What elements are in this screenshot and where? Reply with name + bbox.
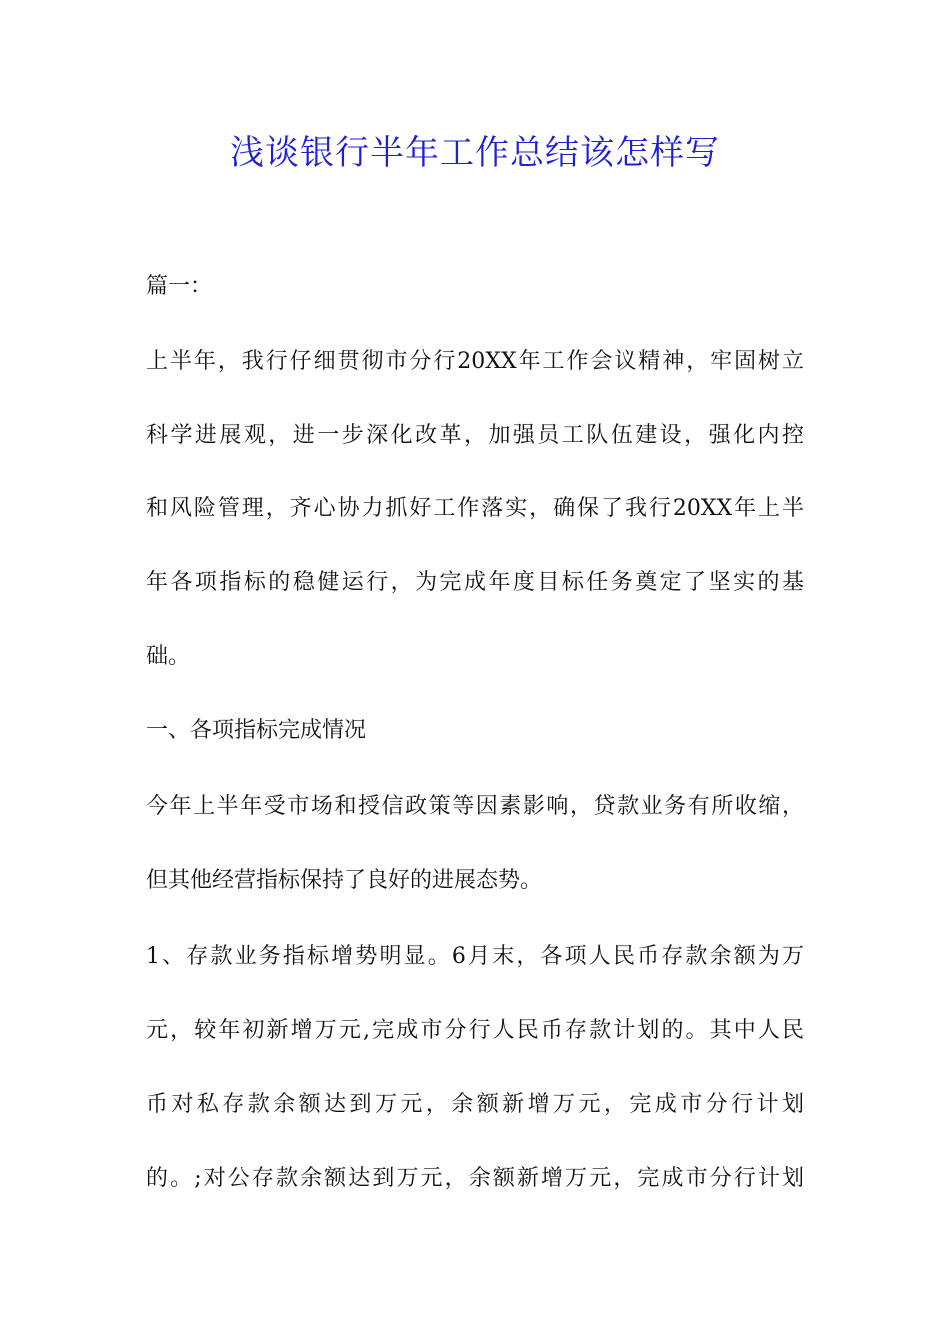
paragraph-line: 1、存款业务指标增势明显。6月末，各项人民币存款余额为万 (146, 944, 804, 969)
section-label: 篇一： (146, 274, 213, 299)
paragraph-line: 和风险管理，齐心协力抓好工作落实，确保了我行20XX年上半 (146, 496, 804, 521)
paragraph-line: 币对私存款余额达到万元，余额新增万元，完成市分行计划 (146, 1092, 804, 1117)
paragraph-line: 元，较年初新增万元,完成市分行人民币存款计划的。其中人民 (146, 1018, 804, 1043)
paragraph-line: 础。 (146, 644, 191, 669)
paragraph-line: 上半年，我行仔细贯彻市分行20XX年工作会议精神，牢固树立 (146, 349, 804, 374)
paragraph-line: 但其他经营指标保持了良好的进展态势。 (146, 868, 543, 893)
document-title: 浅谈银行半年工作总结该怎样写 (230, 133, 720, 173)
paragraph-line: 科学进展观，进一步深化改革，加强员工队伍建设，强化内控 (146, 423, 804, 448)
section-heading: 一、各项指标完成情况 (146, 718, 367, 743)
paragraph-line: 的。;对公存款余额达到万元，余额新增万元，完成市分行计划 (146, 1166, 804, 1191)
paragraph-line: 年各项指标的稳健运行，为完成年度目标任务奠定了坚实的基 (146, 570, 804, 595)
paragraph-line: 今年上半年受市场和授信政策等因素影响，贷款业务有所收缩， (146, 794, 804, 819)
